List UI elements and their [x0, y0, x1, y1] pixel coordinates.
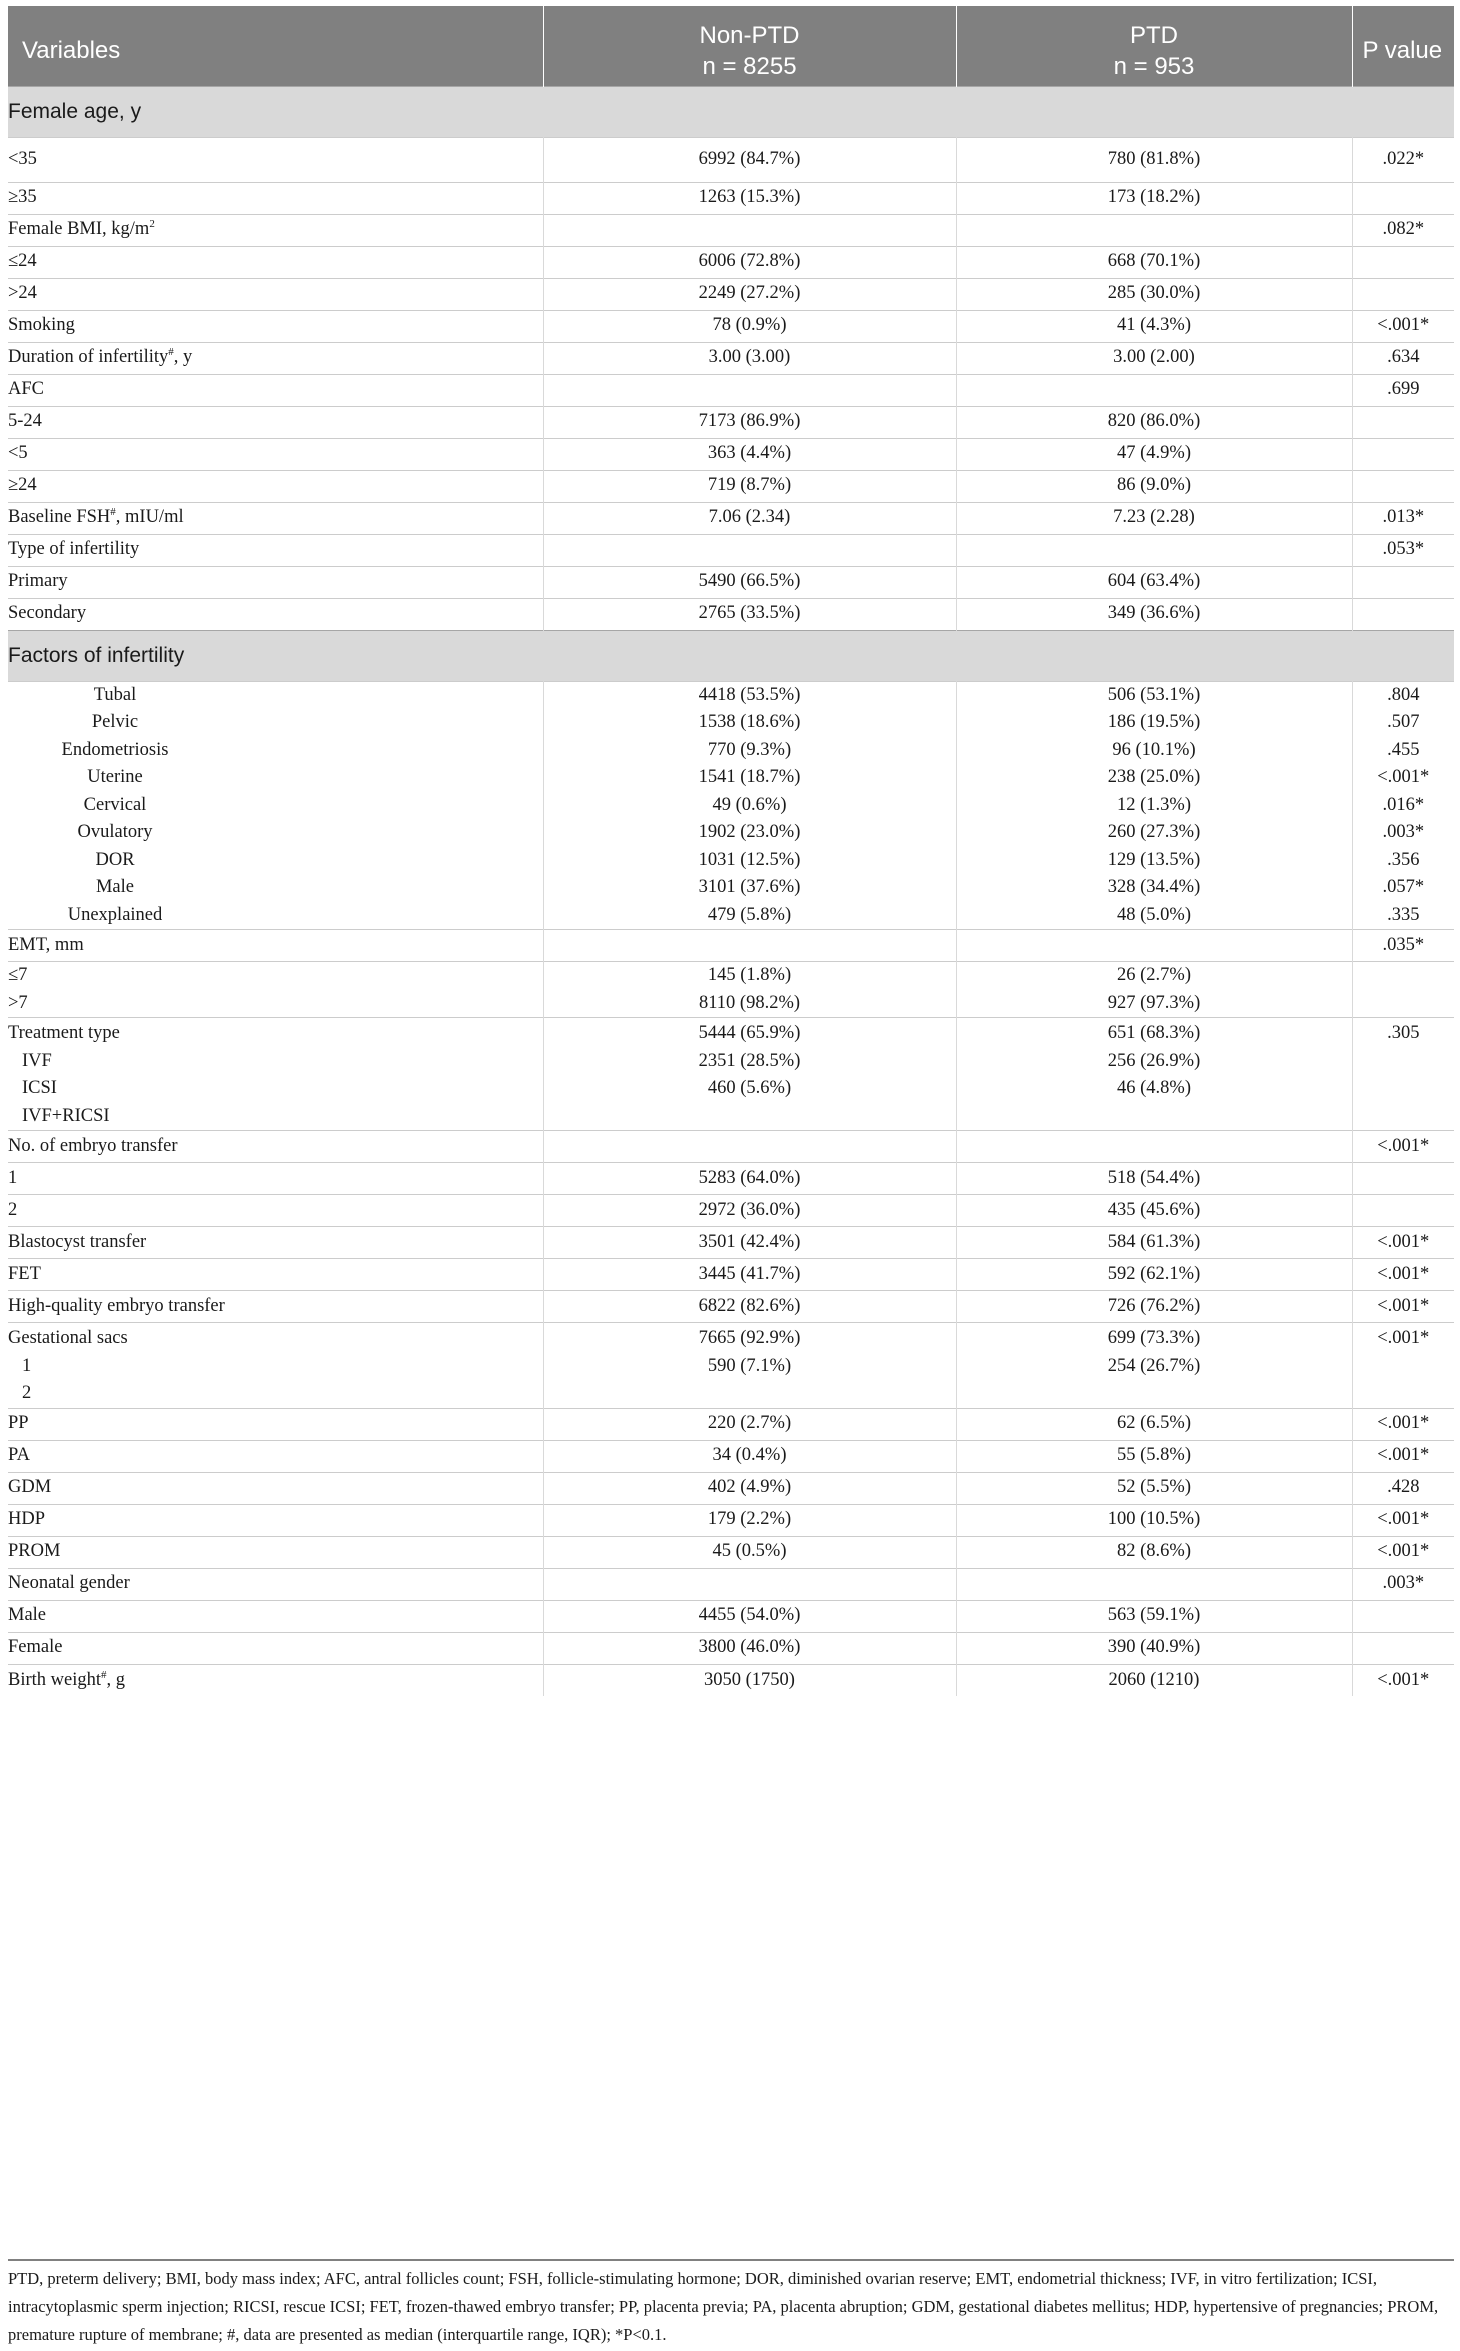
- table-row: [8, 182, 1454, 214]
- section-title: Factors of infertility: [8, 630, 1454, 681]
- p-value: [1352, 598, 1454, 630]
- row-label: <5: [8, 443, 28, 464]
- table-row: [8, 1632, 1454, 1664]
- p-value: <.001*: [1352, 310, 1454, 342]
- row-label: Neonatal gender: [8, 1573, 130, 1594]
- non-ptd-value: 1541 (18.7%): [698, 767, 801, 787]
- row-label: ≥24: [8, 475, 37, 496]
- non-ptd-value: 5490 (66.5%): [543, 566, 956, 598]
- non-ptd-value: [543, 1131, 956, 1163]
- p-value: [1352, 1195, 1454, 1227]
- non-ptd-value: 45 (0.5%): [543, 1536, 956, 1568]
- table-row: [8, 1163, 1454, 1195]
- factor-label: Uterine: [87, 767, 143, 787]
- ptd-value: 563 (59.1%): [956, 1600, 1352, 1632]
- row-label: ≤24: [8, 251, 37, 272]
- factor-label: Endometriosis: [61, 739, 169, 760]
- non-ptd-value: 4418 (53.5%): [698, 684, 801, 705]
- p-value: <.001*: [1352, 1131, 1454, 1163]
- row-label: ≥35: [8, 187, 37, 208]
- ptd-value: 260 (27.3%): [1107, 822, 1201, 842]
- non-ptd-value: 1031 (12.5%): [698, 849, 801, 870]
- row-label: 2: [8, 1199, 18, 1220]
- ptd-value: 592 (62.1%): [956, 1259, 1352, 1291]
- header-p-value: P value: [1352, 6, 1454, 86]
- non-ptd-value: 7173 (86.9%): [543, 406, 956, 438]
- table-row: [8, 1131, 1454, 1163]
- row-label: Female BMI, $kg/m^2$: [8, 218, 155, 240]
- p-value: [1352, 438, 1454, 470]
- row-label: Type of infertility: [8, 539, 140, 560]
- p-value: [1352, 246, 1454, 278]
- ptd-value: 82 (8.6%): [956, 1536, 1352, 1568]
- factor-label: DOR: [95, 849, 135, 870]
- row-label: Blastocyst transfer: [8, 1231, 147, 1252]
- table-row: [8, 1259, 1454, 1291]
- p-value: .003*: [1352, 1568, 1454, 1600]
- non-ptd-value: 2972 (36.0%): [543, 1195, 956, 1227]
- ptd-value: 96 (10.1%): [1112, 739, 1196, 760]
- p-value: [1352, 1600, 1454, 1632]
- p-value: <.001*: [1352, 1259, 1454, 1291]
- table-row: [8, 1440, 1454, 1472]
- non-ptd-value: 5444 (65.9%) 2351 (28.5%) 460 (5.6%): [543, 1018, 956, 1131]
- factor-label: Pelvic: [91, 712, 139, 732]
- table-row: [8, 438, 1454, 470]
- non-ptd-value: [543, 214, 956, 246]
- p-value: <.001*: [1352, 1291, 1454, 1323]
- p-value: [1352, 1632, 1454, 1664]
- table-row: [8, 1504, 1454, 1536]
- ptd-value: 820 (86.0%): [956, 406, 1352, 438]
- non-ptd-value: 3445 (41.7%): [543, 1259, 956, 1291]
- ptd-value: 12 (1.3%): [1117, 794, 1191, 815]
- table-footnote: PTD, preterm delivery; BMI, body mass index; AFC, antral follicles count; FSH, follicle-stimulating hormone; DOR, diminished ovarian reserve; EMT, endometrial thickness; IVF, in vitro fertilization; ICSI, intracytoplasmic sperm injection; RICSI, rescue ICSI; FET, frozen-thawed embryo transfer; PP, placenta previa; PA, placenta abruption; GDM, gestational diabetes mellitus; HDP, hypertensive of pregnancies; PROM, premature rupture of membrane; #, data are presented as median (interquartile range, IQR); *P<0.1.: [8, 2259, 1454, 2349]
- factor-ptd-values: [956, 681, 1352, 930]
- table-row: [8, 406, 1454, 438]
- table-row: [8, 1227, 1454, 1259]
- ptd-value: [956, 930, 1352, 962]
- p-value: .003*: [1382, 822, 1425, 842]
- p-value: <.001*: [1352, 1440, 1454, 1472]
- p-value: .335: [1387, 904, 1420, 925]
- table-row: [8, 137, 1454, 182]
- non-ptd-value: 49 (0.6%): [712, 794, 787, 815]
- row-label: Gestational sacs 1 2: [8, 1328, 128, 1403]
- p-value: [1352, 182, 1454, 214]
- table-row: [8, 566, 1454, 598]
- section-factors-of-infertility: [8, 630, 1454, 681]
- section-female-age: [8, 86, 1454, 137]
- ptd-value: 651 (68.3%) 256 (26.9%) 46 (4.8%): [956, 1018, 1352, 1131]
- header-ptd: PTD n = 953: [956, 6, 1352, 86]
- p-value: .082*: [1352, 214, 1454, 246]
- table-row: [8, 214, 1454, 246]
- non-ptd-value: 402 (4.9%): [543, 1472, 956, 1504]
- ptd-value: 506 (53.1%): [1107, 684, 1201, 705]
- ptd-value: [956, 214, 1352, 246]
- ptd-value: 349 (36.6%): [956, 598, 1352, 630]
- row-label: Male: [8, 1605, 47, 1626]
- table-row: [8, 962, 1454, 1018]
- ptd-value: 3.00 (2.00): [956, 342, 1352, 374]
- non-ptd-value: 1538 (18.6%): [698, 712, 801, 732]
- p-value: .022*: [1352, 137, 1454, 182]
- non-ptd-value: [543, 930, 956, 962]
- table-row: [8, 930, 1454, 962]
- p-value: [1352, 470, 1454, 502]
- ptd-value: 186 (19.5%): [1107, 712, 1201, 732]
- p-value: [1352, 278, 1454, 310]
- non-ptd-value: 770 (9.3%): [707, 739, 792, 760]
- ptd-value: 55 (5.8%): [956, 1440, 1352, 1472]
- non-ptd-value: 479 (5.8%): [707, 904, 792, 925]
- p-value: <.001*: [1352, 1664, 1454, 1696]
- table-row: [8, 310, 1454, 342]
- ptd-value: 604 (63.4%): [956, 566, 1352, 598]
- ptd-value: 7.23 (2.28): [956, 502, 1352, 534]
- non-ptd-value: 3050 (1750): [543, 1664, 956, 1696]
- table-row: [8, 374, 1454, 406]
- non-ptd-value: [543, 1568, 956, 1600]
- factor-label: Male: [95, 877, 134, 897]
- ptd-value: [956, 1131, 1352, 1163]
- ptd-value: 285 (30.0%): [956, 278, 1352, 310]
- row-label: PA: [8, 1445, 30, 1466]
- non-ptd-value: 6822 (82.6%): [543, 1291, 956, 1323]
- factor-label: Ovulatory: [77, 822, 153, 842]
- factor-label: Tubal: [93, 684, 137, 705]
- row-label: <35: [8, 148, 37, 169]
- table-row: [8, 342, 1454, 374]
- non-ptd-value: 3800 (46.0%): [543, 1632, 956, 1664]
- p-value: [1352, 1163, 1454, 1195]
- ptd-value: 41 (4.3%): [956, 310, 1352, 342]
- ptd-value: [956, 374, 1352, 406]
- non-ptd-value: 2249 (27.2%): [543, 278, 956, 310]
- non-ptd-value: 363 (4.4%): [543, 438, 956, 470]
- section-title: Female age, y: [8, 86, 1454, 137]
- ptd-value: 238 (25.0%): [1107, 767, 1201, 787]
- table-row: [8, 1408, 1454, 1440]
- row-label: ≤7 >7: [8, 965, 28, 1013]
- non-ptd-value: 7665 (92.9%) 590 (7.1%): [543, 1323, 956, 1409]
- non-ptd-value: 3101 (37.6%): [698, 877, 801, 897]
- ptd-value: 62 (6.5%): [956, 1408, 1352, 1440]
- table-row: [8, 278, 1454, 310]
- non-ptd-value: 5283 (64.0%): [543, 1163, 956, 1195]
- non-ptd-value: [543, 374, 956, 406]
- ptd-value: 47 (4.9%): [956, 438, 1352, 470]
- ptd-value: 390 (40.9%): [956, 1632, 1352, 1664]
- row-label: HDP: [8, 1509, 46, 1530]
- table-row: [8, 1291, 1454, 1323]
- table-row: [8, 1600, 1454, 1632]
- p-value: .013*: [1352, 502, 1454, 534]
- row-label: Secondary: [8, 603, 87, 624]
- p-value: .804: [1387, 684, 1420, 705]
- non-ptd-value: 6992 (84.7%): [543, 137, 956, 182]
- p-value: <.001*: [1352, 1504, 1454, 1536]
- p-value: .507: [1387, 712, 1420, 732]
- factor-p-values: [1352, 681, 1454, 930]
- non-ptd-value: 3.00 (3.00): [543, 342, 956, 374]
- table-row: [8, 1664, 1454, 1696]
- p-value: <.001*: [1377, 767, 1430, 787]
- non-ptd-value: 34 (0.4%): [543, 1440, 956, 1472]
- non-ptd-value: 3501 (42.4%): [543, 1227, 956, 1259]
- ptd-value: 435 (45.6%): [956, 1195, 1352, 1227]
- p-value: .634: [1352, 342, 1454, 374]
- row-label: High-quality embryo transfer: [8, 1295, 225, 1316]
- ptd-value: 328 (34.4%): [1107, 877, 1201, 897]
- header-variables: Variables: [22, 37, 121, 64]
- row-label: FET: [8, 1263, 41, 1284]
- row-label: GDM: [8, 1477, 52, 1498]
- row-label: >24: [8, 283, 37, 304]
- table-row: [8, 1195, 1454, 1227]
- row-label: PP: [8, 1413, 29, 1434]
- non-ptd-value: 179 (2.2%): [543, 1504, 956, 1536]
- p-value: [1352, 566, 1454, 598]
- p-value: <.001*: [1352, 1323, 1454, 1409]
- p-value: .057*: [1382, 877, 1425, 897]
- p-value: [1352, 962, 1454, 1018]
- table-row: [8, 470, 1454, 502]
- table-row: [8, 1018, 1454, 1131]
- row-label: Duration of infertility#, y: [8, 346, 193, 368]
- non-ptd-value: 719 (8.7%): [543, 470, 956, 502]
- non-ptd-value: 7.06 (2.34): [543, 502, 956, 534]
- non-ptd-value: [543, 534, 956, 566]
- baseline-characteristics-table: [8, 6, 1454, 1696]
- factor-non-ptd-values: [543, 681, 956, 930]
- ptd-value: 100 (10.5%): [956, 1504, 1352, 1536]
- row-label: Primary: [8, 571, 68, 592]
- ptd-value: 86 (9.0%): [956, 470, 1352, 502]
- ptd-value: 2060 (1210): [956, 1664, 1352, 1696]
- factor-label: Cervical: [83, 794, 147, 815]
- p-value: <.001*: [1352, 1536, 1454, 1568]
- table-row: [8, 1472, 1454, 1504]
- p-value: .455: [1387, 739, 1420, 760]
- table-header-row: [8, 6, 1454, 86]
- row-label: PROM: [8, 1541, 61, 1562]
- ptd-value: 129 (13.5%): [1107, 849, 1201, 870]
- table-row: [8, 534, 1454, 566]
- table-row-factors: [8, 681, 1454, 930]
- p-value: .016*: [1382, 794, 1425, 815]
- p-value: .428: [1352, 1472, 1454, 1504]
- p-value: .035*: [1352, 930, 1454, 962]
- non-ptd-value: 1902 (23.0%): [698, 822, 801, 842]
- p-value: <.001*: [1352, 1227, 1454, 1259]
- ptd-value: 26 (2.7%) 927 (97.3%): [956, 962, 1352, 1018]
- non-ptd-value: 1263 (15.3%): [543, 182, 956, 214]
- row-label: Treatment type IVF ICSI IVF+RICSI: [8, 1023, 120, 1126]
- non-ptd-value: 2765 (33.5%): [543, 598, 956, 630]
- header-non-ptd: Non-PTD n = 8255: [543, 6, 956, 86]
- table-row: [8, 502, 1454, 534]
- ptd-value: [956, 534, 1352, 566]
- row-label: No. of embryo transfer: [8, 1135, 178, 1156]
- p-value: [1352, 406, 1454, 438]
- ptd-value: 52 (5.5%): [956, 1472, 1352, 1504]
- p-value: <.001*: [1352, 1408, 1454, 1440]
- p-value: .305: [1352, 1018, 1454, 1131]
- ptd-value: 518 (54.4%): [956, 1163, 1352, 1195]
- row-label: 1: [8, 1167, 18, 1188]
- ptd-value: 780 (81.8%): [956, 137, 1352, 182]
- row-label: Smoking: [8, 315, 75, 336]
- factor-labels: [8, 681, 543, 930]
- p-value: .699: [1352, 374, 1454, 406]
- p-value: .053*: [1352, 534, 1454, 566]
- row-label: Female: [8, 1637, 63, 1658]
- table-row: [8, 598, 1454, 630]
- non-ptd-value: 4455 (54.0%): [543, 1600, 956, 1632]
- ptd-value: 699 (73.3%) 254 (26.7%): [956, 1323, 1352, 1409]
- row-label: 5-24: [8, 411, 42, 432]
- table-row: [8, 1323, 1454, 1409]
- ptd-value: 726 (76.2%): [956, 1291, 1352, 1323]
- row-label: Baseline FSH#, mIU/ml: [8, 506, 184, 528]
- ptd-value: 173 (18.2%): [956, 182, 1352, 214]
- factor-label: Unexplained: [67, 904, 163, 925]
- row-label: AFC: [8, 379, 44, 400]
- table-row: [8, 1536, 1454, 1568]
- ptd-value: 48 (5.0%): [1117, 904, 1191, 925]
- non-ptd-value: 78 (0.9%): [543, 310, 956, 342]
- non-ptd-value: 6006 (72.8%): [543, 246, 956, 278]
- table-row: [8, 246, 1454, 278]
- row-label: EMT, mm: [8, 934, 84, 955]
- p-value: .356: [1387, 849, 1420, 870]
- non-ptd-value: 145 (1.8%) 8110 (98.2%): [543, 962, 956, 1018]
- non-ptd-value: 220 (2.7%): [543, 1408, 956, 1440]
- table-row: [8, 1568, 1454, 1600]
- ptd-value: 668 (70.1%): [956, 246, 1352, 278]
- ptd-value: [956, 1568, 1352, 1600]
- row-label: Birth weight#, g: [8, 1668, 126, 1690]
- ptd-value: 584 (61.3%): [956, 1227, 1352, 1259]
